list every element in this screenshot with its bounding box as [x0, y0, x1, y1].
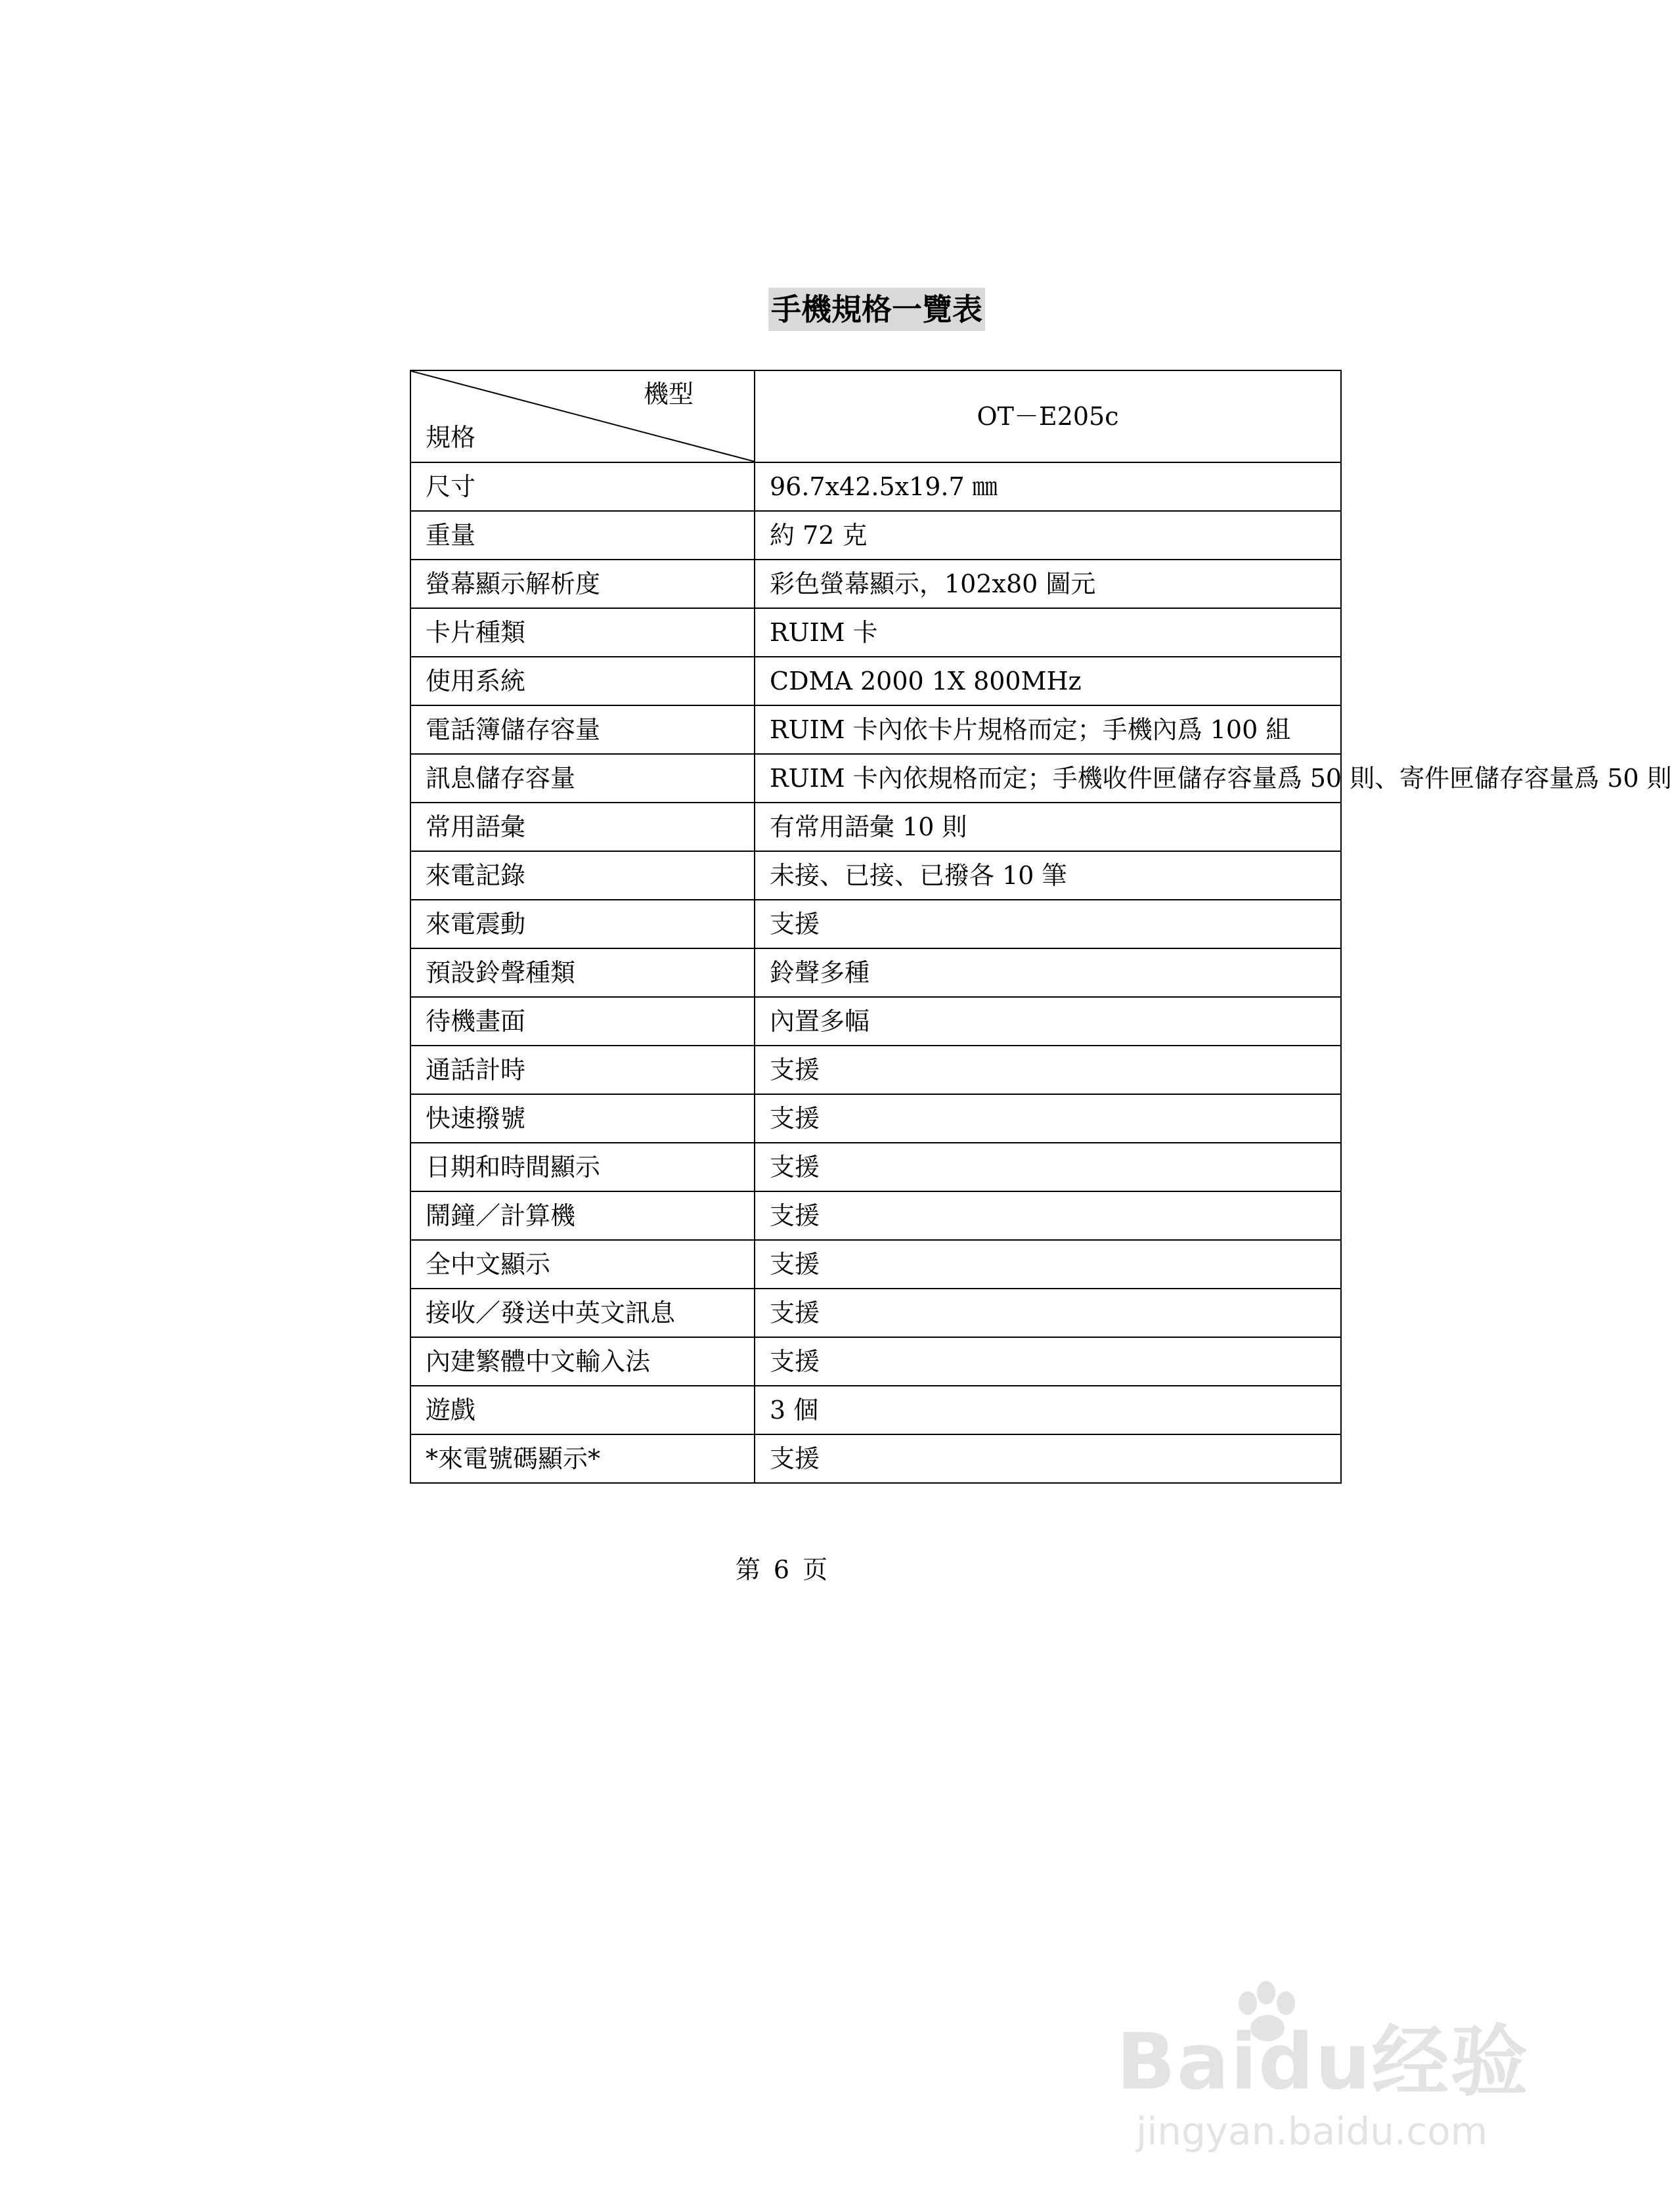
spec-value-cell: 支援 — [755, 1289, 1341, 1337]
spec-name-cell: 來電記錄 — [410, 851, 755, 900]
spec-name-cell: *來電號碼顯示* — [410, 1434, 755, 1483]
spec-row — [410, 1191, 1341, 1240]
spec-value-cell: RUIM 卡 — [755, 608, 1341, 657]
spec-value-cell: 鈴聲多種 — [755, 948, 1341, 997]
spec-name-cell: 尺寸 — [410, 462, 755, 511]
spec-row — [410, 1434, 1341, 1483]
spec-row — [410, 705, 1341, 754]
spec-value-cell: 支援 — [755, 900, 1341, 948]
spec-name-cell: 待機畫面 — [410, 997, 755, 1046]
spec-value-cell: RUIM 卡內依規格而定；手機收件匣儲存容量爲 50 則、寄件匣儲存容量爲 50 則 — [755, 754, 1341, 803]
spec-name-cell: 通話計時 — [410, 1046, 755, 1094]
spec-row — [410, 1337, 1341, 1386]
spec-row — [410, 511, 1341, 560]
spec-value-cell: 96.7x42.5x19.7 ㎜ — [755, 462, 1341, 511]
spec-name-cell: 預設鈴聲種類 — [410, 948, 755, 997]
watermark-url: jingyan.baidu.com — [1136, 2109, 1488, 2154]
spec-value-cell: 約 72 克 — [755, 511, 1341, 560]
baidu-jingyan-watermark — [1116, 1977, 1529, 2174]
spec-value-cell: 3 個 — [755, 1386, 1341, 1434]
spec-name-cell: 電話簿儲存容量 — [410, 705, 755, 754]
spec-name-cell: 鬧鐘／計算機 — [410, 1191, 755, 1240]
spec-row — [410, 560, 1341, 608]
spec-value-cell: 支援 — [755, 1191, 1341, 1240]
model-name-cell: OT－E205c — [755, 370, 1341, 462]
spec-value-cell: 彩色螢幕顯示，102x80 圖元 — [755, 560, 1341, 608]
spec-name-cell: 訊息儲存容量 — [410, 754, 755, 803]
spec-row — [410, 1046, 1341, 1094]
spec-row — [410, 1143, 1341, 1191]
spec-row — [410, 754, 1341, 803]
spec-name-cell: 螢幕顯示解析度 — [410, 560, 755, 608]
spec-row — [410, 1094, 1341, 1143]
spec-row — [410, 997, 1341, 1046]
spec-name-cell: 快速撥號 — [410, 1094, 755, 1143]
spec-value-cell: RUIM 卡內依卡片規格而定；手機內爲 100 組 — [755, 705, 1341, 754]
spec-value-cell: 支援 — [755, 1143, 1341, 1191]
spec-table — [410, 370, 1672, 1484]
spec-value-cell: 支援 — [755, 1046, 1341, 1094]
header-model-label: 機型 — [643, 380, 693, 409]
page-number: 第 6 页 — [735, 1555, 828, 1584]
spec-value-cell: 有常用語彙 10 則 — [755, 803, 1341, 851]
spec-value-cell: 支援 — [755, 1434, 1341, 1483]
spec-value-cell: 支援 — [755, 1337, 1341, 1386]
spec-row — [410, 657, 1341, 705]
spec-row — [410, 948, 1341, 997]
spec-row — [410, 1386, 1341, 1434]
header-spec-label: 規格 — [426, 423, 476, 452]
spec-row — [410, 462, 1341, 511]
spec-value-cell: 支援 — [755, 1094, 1341, 1143]
spec-name-cell: 卡片種類 — [410, 608, 755, 657]
spec-name-cell: 接收／發送中英文訊息 — [410, 1289, 755, 1337]
spec-row — [410, 608, 1341, 657]
spec-name-cell: 使用系統 — [410, 657, 755, 705]
spec-name-cell: 重量 — [410, 511, 755, 560]
diagonal-header-cell — [410, 370, 755, 462]
spec-name-cell: 全中文顯示 — [410, 1240, 755, 1289]
spec-row — [410, 900, 1341, 948]
spec-name-cell: 常用語彙 — [410, 803, 755, 851]
spec-row — [410, 1240, 1341, 1289]
spec-name-cell: 內建繁體中文輸入法 — [410, 1337, 755, 1386]
table-header-row — [410, 370, 1341, 462]
spec-name-cell: 日期和時間顯示 — [410, 1143, 755, 1191]
watermark-brand: Baidu经验 — [1116, 2016, 1529, 2107]
spec-value-cell: CDMA 2000 1X 800MHz — [755, 657, 1341, 705]
spec-value-cell: 未接、已接、已撥各 10 筆 — [755, 851, 1341, 900]
spec-row — [410, 851, 1341, 900]
spec-value-cell: 支援 — [755, 1240, 1341, 1289]
spec-name-cell: 來電震動 — [410, 900, 755, 948]
spec-value-cell: 內置多幅 — [755, 997, 1341, 1046]
spec-name-cell: 遊戲 — [410, 1386, 755, 1434]
spec-row — [410, 803, 1341, 851]
document-title: 手機規格一覽表 — [768, 288, 985, 331]
spec-row — [410, 1289, 1341, 1337]
